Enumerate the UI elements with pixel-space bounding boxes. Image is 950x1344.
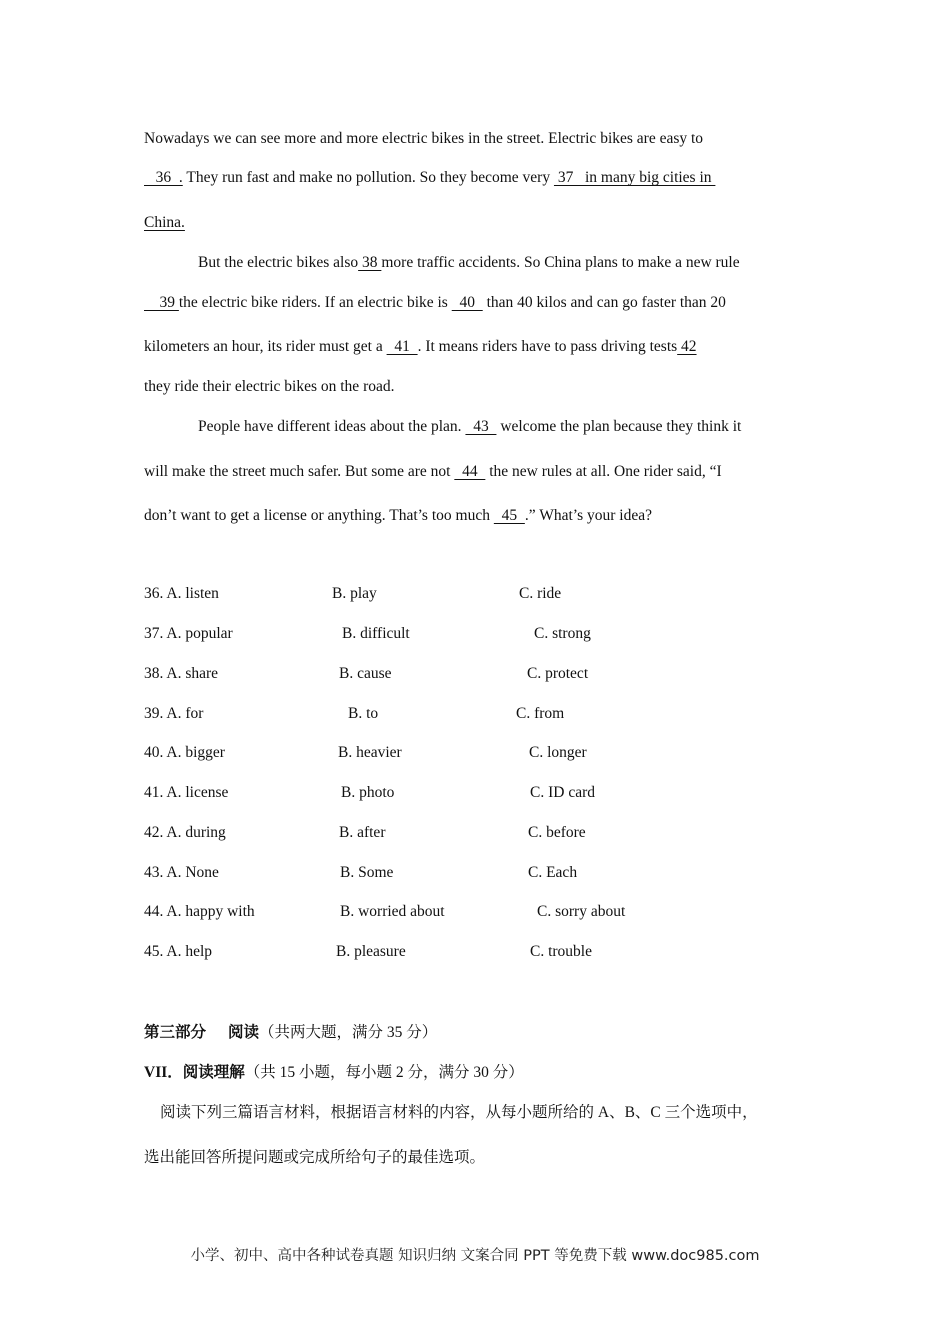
option-b: B. cause: [339, 665, 392, 682]
section-number: 第三部分: [144, 1024, 207, 1041]
option-c: C. strong: [534, 625, 591, 642]
option-c: C. trouble: [530, 943, 592, 960]
blank-36: 36 .: [144, 169, 183, 186]
blank-40: 40: [451, 294, 483, 311]
passage-text: the new rules at all. One rider said, “I: [485, 463, 722, 480]
blank-42: 42: [677, 338, 697, 355]
blank-43: 43: [465, 418, 497, 435]
passage-line: [144, 378, 394, 396]
passage-text: than 40 kilos and can go faster than 20: [482, 294, 726, 311]
option-a: 37. A. popular: [144, 625, 233, 642]
passage-line: [144, 169, 715, 187]
passage-text: They run fast and make no pollution. So they become very: [182, 169, 554, 186]
option-c: C. ride: [519, 585, 562, 602]
option-b: B. to: [348, 705, 379, 722]
option-c: C. protect: [527, 665, 589, 682]
option-b: B. photo: [341, 784, 395, 801]
passage-text: . It means riders have to pass driving tests: [417, 338, 678, 355]
passage-line: [198, 254, 740, 272]
option-c: C. longer: [529, 744, 587, 761]
option-c: C. ID card: [530, 784, 595, 801]
page-footer: [0, 1244, 950, 1265]
passage-text: will make the street much safer. But some are not: [144, 463, 455, 480]
passage-text: kilometers an hour, its rider must get a: [144, 338, 387, 355]
passage-line: [144, 338, 697, 356]
footer-text: 小学、初中、高中各种试卷真题 知识归纳 文案合同 PPT 等免费下载 www.doc985.com: [190, 1248, 760, 1264]
subsection-heading: [144, 1060, 524, 1082]
section-note: （共两大题，满分 35 分）: [259, 1024, 438, 1041]
instruction-line: [160, 1100, 758, 1122]
option-a: 43. A. None: [144, 864, 219, 881]
passage-line: [144, 214, 185, 232]
option-b: B. Some: [340, 864, 394, 881]
option-b: B. pleasure: [336, 943, 406, 960]
option-c: C. sorry about: [537, 903, 626, 920]
blank-44: 44: [454, 463, 486, 480]
instruction-text: 阅读下列三篇语言材料，根据语言材料的内容，从每小题所给的 A、B、C 三个选项中，: [160, 1104, 758, 1121]
passage-text: People have different ideas about the plan.: [198, 418, 466, 435]
passage-line: [144, 294, 726, 312]
passage-text: .” What’s your idea?: [524, 507, 652, 524]
instruction-text: 选出能回答所提问题或完成所给句子的最佳选项。: [144, 1149, 486, 1166]
passage-text: But the electric bikes also: [198, 254, 359, 271]
instruction-line: [144, 1145, 485, 1167]
subsection-title: VII．阅读理解: [144, 1064, 245, 1081]
blank-39: 39: [144, 294, 179, 311]
passage-line: [144, 463, 722, 481]
blank-38: 38: [358, 254, 382, 271]
option-a: 45. A. help: [144, 943, 213, 960]
option-c: C. from: [516, 705, 565, 722]
blank-45: 45: [493, 507, 525, 524]
option-c: C. before: [528, 824, 586, 841]
option-b: B. play: [332, 585, 377, 602]
option-c: C. Each: [528, 864, 578, 881]
passage-line: [144, 507, 652, 525]
option-a: 38. A. share: [144, 665, 219, 682]
passage-line: [144, 130, 703, 148]
passage-text: the electric bike riders. If an electric bike is: [178, 294, 452, 311]
section-name: 阅读: [228, 1024, 260, 1041]
passage-text: welcome the plan because they think it: [496, 418, 742, 435]
passage-text: they ride their electric bikes on the road.: [144, 378, 395, 395]
option-b: B. difficult: [342, 625, 410, 642]
passage-text: more traffic accidents. So China plans to make a new rule: [381, 254, 740, 271]
option-b: B. after: [339, 824, 386, 841]
passage-text: don’t want to get a license or anything. That’s too much: [144, 507, 494, 524]
passage-text: Nowadays we can see more and more electric bikes in the street. Electric bikes are easy to: [144, 130, 704, 147]
option-b: B. heavier: [338, 744, 402, 761]
section-heading: [144, 1020, 437, 1042]
option-a: 36. A. listen: [144, 585, 219, 602]
passage-line: [198, 418, 741, 436]
option-a: 44. A. happy with: [144, 903, 255, 920]
subsection-note: （共 15 小题，每小题 2 分，满分 30 分）: [244, 1064, 524, 1081]
option-a: 42. A. during: [144, 824, 226, 841]
blank-37: 37 in many big cities in: [553, 169, 716, 186]
passage-text-underlined: China.: [144, 214, 185, 231]
blank-41: 41: [386, 338, 418, 355]
option-a: 41. A. license: [144, 784, 229, 801]
option-a: 40. A. bigger: [144, 744, 225, 761]
option-b: B. worried about: [340, 903, 445, 920]
option-a: 39. A. for: [144, 705, 204, 722]
